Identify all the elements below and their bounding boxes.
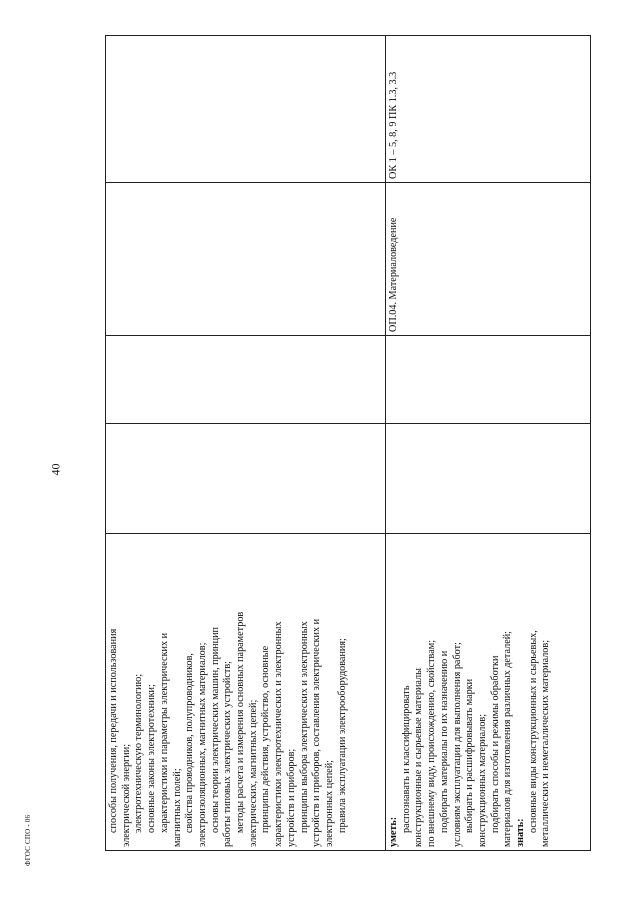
- competencies-cell: [106, 36, 386, 183]
- discipline-cell: [106, 183, 386, 336]
- section-heading: уметь:: [388, 816, 399, 847]
- text-line: характеристики электротехнических и электронных: [273, 621, 285, 847]
- text-line: конструкционных материалов;: [476, 713, 488, 847]
- hours-cell: [386, 424, 591, 534]
- text-line: способы получения, передачи и использования: [108, 628, 119, 833]
- text-line: электронных цепей;: [323, 760, 335, 847]
- text-line: условиям эксплуатации для выполнения работ;: [451, 642, 463, 847]
- text-line: выбирать и расшифровывать марки: [464, 678, 476, 833]
- curriculum-table-wrapper: [105, 36, 590, 851]
- text-line: электрической энергии;: [120, 743, 132, 847]
- table-row: [106, 36, 386, 851]
- text-line: принципы действия, устройство, основные: [260, 645, 272, 833]
- text-line: принципы выбора электрических и электронных: [298, 621, 310, 833]
- text-line: характеристики и параметры электрических и: [158, 632, 170, 833]
- text-line: методы расчета и измерения основных параметров: [235, 611, 247, 833]
- text-line: конструкционные и сырьевые материалы: [413, 668, 425, 847]
- text-line: электротехническую терминологию;: [133, 673, 145, 833]
- text-line: основы теории электрических машин, принцип: [209, 627, 221, 833]
- page-number: 40: [48, 463, 63, 476]
- text-line: подбирать материалы по их назначению и: [438, 650, 450, 833]
- footer-standard-code: ФГОС СПО - 06: [24, 814, 32, 866]
- text-line: основные виды конструкционных и сырьевых,: [527, 630, 539, 833]
- text-line: свойства проводников, полупроводников,: [184, 653, 196, 833]
- text-line: по внешнему виду, происхождению, свойствам;: [426, 639, 438, 847]
- discipline-cell: ОП.04. Материаловедение: [386, 183, 591, 336]
- text-line: устройств и приборов, составления электрических и: [311, 618, 323, 847]
- text-line: материалов для изготовления различных деталей;: [502, 630, 514, 847]
- hours-cell: [386, 336, 591, 424]
- text-line: устройств и приборов;: [285, 748, 297, 847]
- text-line: электроизоляционных, магнитных материалов;: [196, 642, 208, 847]
- hours-cell: [106, 336, 386, 424]
- text-line: магнитных полей;: [171, 768, 183, 847]
- text-line: электрических, магнитных цепей;: [247, 699, 259, 847]
- section-heading: знать:: [515, 818, 527, 847]
- hours-cell: [106, 424, 386, 534]
- text-line: правила эксплуатации электрооборудования;: [336, 638, 348, 833]
- competencies-cell: ОК 1 – 5, 8, 9 ПК 1.3, 3.3: [386, 36, 591, 183]
- text-line: металлических и неметаллических материалов;: [540, 639, 552, 847]
- knowledge-skills-cell: [386, 534, 591, 851]
- curriculum-table: [105, 35, 591, 851]
- text-line: подбирать способы и режимы обработки: [489, 655, 501, 833]
- text-line: работы типовых электрических устройств;: [222, 661, 234, 847]
- text-line: основные законы электротехники;: [146, 684, 158, 833]
- knowledge-skills-cell: [106, 534, 386, 851]
- table-row: [386, 36, 591, 851]
- text-line: распознавать и классифицировать: [400, 685, 412, 833]
